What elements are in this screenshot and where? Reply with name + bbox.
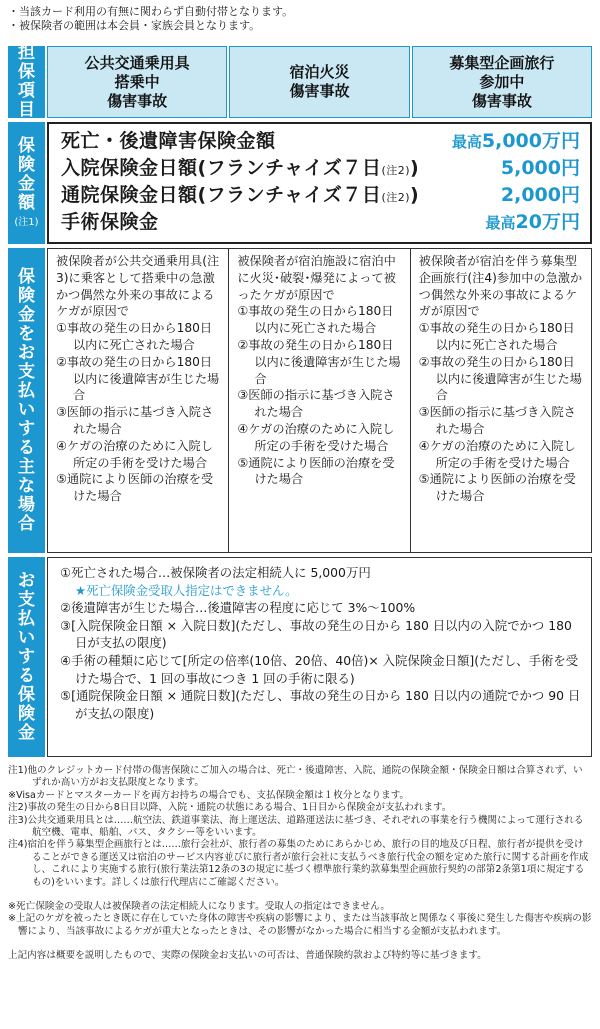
top-notes: [8, 5, 592, 33]
side-label-char: 目: [18, 100, 35, 120]
case-item: ④ケガの治療のために入院し所定の手術を受けた場合: [418, 438, 576, 470]
side-label-char: お: [18, 570, 35, 591]
side-label-char: す: [18, 418, 35, 439]
case-lead: 被保険者が公共交通乗用具(注3)に乗客として搭乗中の急激かつ偶然な外来の事故によるケガが原因で: [56, 254, 220, 319]
header-lodging-fire: 宿泊火災 傷害事故: [229, 46, 409, 118]
amount-value: 2,000円: [500, 184, 580, 206]
case-item: ①事故の発生の日から180日以内に死亡された場合: [418, 321, 575, 352]
side-label-char: 保: [18, 136, 35, 156]
side-label-char: 保: [18, 266, 35, 287]
amount-label: 入院保険金日額(フランチャイズ７日(注2)): [61, 157, 420, 179]
amount-row: [61, 126, 580, 153]
side-label-char: 額: [18, 193, 35, 213]
coverage-headers: [47, 46, 592, 118]
side-label-payments: [8, 557, 45, 757]
top-note: ・被保険者の範囲は本会員・家族会員となります。: [8, 19, 261, 32]
amount-label: 通院保険金日額(フランチャイズ７日(注2)): [61, 184, 420, 206]
side-label-char: る: [18, 665, 35, 686]
case-item: ⑤通院により医師の治療を受けた場合: [418, 472, 576, 504]
side-label-char: 主: [18, 456, 35, 477]
side-label-char: を: [18, 323, 35, 344]
side-label-char: 保: [18, 684, 35, 705]
payment-item: ②後遺障害が生じた場合…後遺障害の程度に応じて 3%〜100%: [60, 600, 416, 616]
footnote: 注3)公共交通乗用具とは……航空法、鉄道事業法、海上運送法、道路運送法に基づき、それぞれの事業を行う機関によって運行される航空機、電車、船舶、バス、タクシー等をいいます。: [8, 814, 584, 839]
side-label-char: 支: [18, 361, 35, 382]
case-item: ④ケガの治療のために入院し所定の手術を受けた場合: [56, 438, 213, 470]
case-column-public-transport: [48, 249, 229, 552]
amount-value: 5,000円: [500, 157, 580, 179]
top-note: ・当該カード利用の有無に関わらず自動付帯となります。: [8, 5, 294, 18]
side-label-char: い: [18, 627, 35, 648]
amount-row: [61, 153, 580, 180]
side-label-amount: [8, 122, 45, 244]
amount-label: 死亡・後遺障害保険金額: [61, 130, 276, 152]
payment-item: ③[入院保険金日額 × 入院日数](ただし、事故の発生の日から 180 日以内の入院でかつ 180 日が支払の限度): [60, 617, 572, 651]
side-label-char: 金: [18, 174, 35, 194]
payment-amounts: [47, 557, 592, 757]
case-item: ③医師の指示に基づき入院された場合: [418, 405, 576, 436]
insurance-amounts: [47, 122, 592, 244]
side-label-char: 保: [18, 62, 35, 82]
amount-value: 最高5,000万円: [451, 130, 580, 152]
side-label-char: 払: [18, 380, 35, 401]
footnote: 注1)他のクレジットカード付帯の傷害保険にご加入の場合は、死亡・後遺障害、入院、通院の保険金額・保険金日額は合算されず、いずれか高い方がお支払限度となります。: [8, 765, 583, 789]
footnote: 注2)事故の発生の日から8日目以降、入院・通院の状態にある場合、1日目から保険金が支払われます。: [8, 802, 452, 814]
side-label-char: 払: [18, 608, 35, 629]
side-label-char: 支: [18, 589, 35, 610]
side-label-char: 金: [18, 304, 35, 325]
footnote: ※Visaカードとマスターカードを両方お持ちの場合でも、支払保険金額は１枚分となります。: [8, 789, 410, 801]
payment-cases: [47, 248, 592, 553]
side-label-char: る: [18, 437, 35, 458]
case-item: ②事故の発生の日から180日以内に後遺障害が生じた場合: [237, 337, 401, 386]
side-label-char: 合: [18, 513, 35, 534]
header-package-tour: 募集型企画旅行 参加中 傷害事故: [412, 46, 592, 118]
case-item: ③医師の指示に基づき入院された場合: [237, 388, 395, 420]
side-label-note: (注1): [14, 217, 39, 228]
side-label-char: す: [18, 646, 35, 667]
side-label-char: 金: [18, 722, 35, 743]
case-item: ②事故の発生の日から180日以内に後遺障害が生じた場合: [56, 354, 220, 403]
footnote: ※死亡保険金の受取人は被保険者の法定相続人になります。受取人の指定はできません。: [8, 901, 391, 913]
case-lead: 被保険者が宿泊を伴う募集型企画旅行(注4)参加中の急激かつ偶然な外来の事故によるケガが原因で: [418, 254, 583, 319]
footnote: ※上記のケガを被ったとき既に存在していた身体の障害や疾病の影響により、または当該事故と関係なく事後に発生した傷害や疾病の影響により、当該事故によるケガが重大となったときは、その影響がなかった場合に相当する金額が支払われます。: [8, 913, 592, 937]
side-label-char: 険: [18, 285, 35, 306]
side-label-char: 険: [18, 703, 35, 724]
case-item: ④ケガの治療のために入院し所定の手術を受けた場合: [237, 421, 395, 453]
footnote-final: 上記内容は概要を説明したもので、実際の保険金お支払いの可否は、普通保険約款および特約等に基づきます。: [8, 950, 487, 962]
amount-label: 手術保険金: [61, 211, 159, 233]
side-label-char: 場: [18, 494, 35, 515]
case-item: ③医師の指示に基づき入院された場合: [56, 405, 214, 436]
payment-item: ①死亡された場合…被保険者の法定相続人に 5,000万円: [60, 565, 371, 580]
side-label-char: 担: [18, 43, 35, 63]
side-label-char: 項: [18, 81, 35, 101]
case-column-package-tour: [411, 249, 591, 552]
payment-item: ④手術の種類に応じて[所定の倍率(10倍、20倍、40倍)× 入院保険金日額](ただし、手術を受けた場合で、1 回の事故につき 1 回の手術に限る): [60, 652, 579, 686]
case-column-lodging-fire: [229, 249, 410, 552]
side-label-char: な: [18, 475, 35, 496]
case-item: ⑤通院により医師の治療を受けた場合: [237, 455, 395, 487]
amount-row: [61, 207, 580, 234]
case-item: ⑤通院により医師の治療を受けた場合: [56, 472, 214, 504]
case-lead: 被保険者が宿泊施設に宿泊中に火災･破裂･爆発によって被ったケガが原因で: [237, 254, 396, 302]
payment-item: ⑤[通院保険金日額 × 通院日数](ただし、事故の発生の日から 180 日以内の通院でかつ 90 日が支払の限度): [60, 688, 581, 721]
side-label-cases: [8, 248, 45, 553]
amount-row: [61, 180, 580, 207]
case-item: ②事故の発生の日から180日以内に後遺障害が生じた場合: [418, 354, 582, 403]
footnotes: [8, 765, 592, 963]
case-item: ①事故の発生の日から180日以内に死亡された場合: [56, 321, 213, 352]
case-item: ①事故の発生の日から180日以内に死亡された場合: [237, 304, 394, 336]
side-label-char: い: [18, 399, 35, 420]
header-public-transport: 公共交通乗用具 搭乗中 傷害事故: [47, 46, 227, 118]
side-label-char: お: [18, 342, 35, 363]
payment-note: ★死亡保険金受取人指定はできません。: [75, 582, 298, 598]
side-label-char: 険: [18, 155, 35, 175]
amount-value: 最高20万円: [485, 211, 580, 233]
side-label-items: [8, 43, 45, 120]
footnote: 注4)宿泊を伴う募集型企画旅行とは……旅行会社が、旅行者の募集のためにあらかじめ、旅行の目的地及び日程、旅行者が提供を受けることができる運送又は宿泊のサービス内容並びに旅行者が旅行会社に支払うべき旅行代金の額を定めた旅行に関する計画を作成し、これにより実施する旅行(旅行業法第12条の3の規定に基づく標準旅行業約款募集型企画旅行契約の部第2条第1項に規定するもの)をいいます。詳しくは旅行代理店にご確認ください。: [8, 839, 589, 888]
